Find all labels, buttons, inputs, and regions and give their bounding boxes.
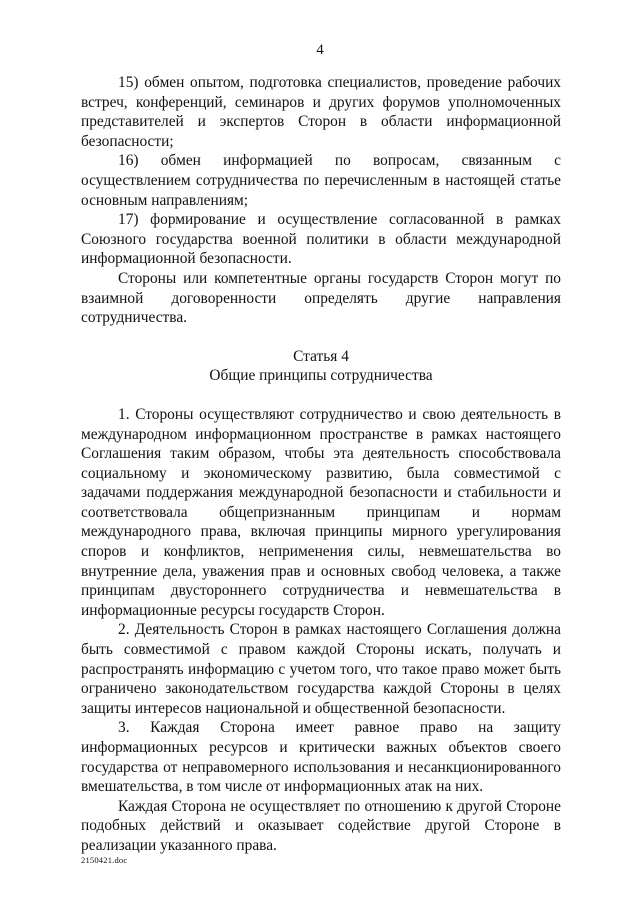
paragraph-item-16: 16) обмен информацией по вопросам, связанным с осуществлением сотрудничества по перечисленным в настоящей статье основным направлениям; <box>81 152 561 209</box>
paragraph-other-directions: Стороны или компетентные органы государств Сторон могут по взаимной договоренности определять другие направления сотрудничества. <box>81 269 561 327</box>
article-title: Общие принципы сотрудничества <box>209 367 433 385</box>
paragraph-clause-2: 2. Деятельность Сторон в рамках настоящего Соглашения должна быть совместимой с правом каждой Стороны искать, получать и распространять информацию с учетом того, что такое право может быть ограничено законодательством государства каждой Стороны в целях защиты интересов национальной и общественной безопасности. <box>81 621 561 717</box>
paragraph-clause-3: 3. Каждая Сторона имеет равное право на защиту информационных ресурсов и критически важных объектов своего государства от неправомерного использования и несанкционированного вмешательства, в том числе от информационных атак на них. <box>81 719 561 796</box>
page-number: 4 <box>316 42 324 58</box>
paragraph-item-17: 17) формирование и осуществление согласованной в рамках Союзного государства военной политики в области международной информационной безопасности. <box>81 211 561 268</box>
paragraph-clause-3-continuation: Каждая Сторона не осуществляет по отношению к другой Стороне подобных действий и оказывает содействие другой Стороне в реализации указанного права. <box>81 797 561 854</box>
paragraph-item-15: 15) обмен опытом, подготовка специалистов, проведение рабочих встреч, конференций, семинаров и других форумов уполномоченных представителей и экспертов Сторон в области информационной безопасности; <box>81 74 561 150</box>
paragraph-clause-1: 1. Стороны осуществляют сотрудничество и свою деятельность в международном информационном пространстве в рамках настоящего Соглашения таким образом, чтобы эта деятельность способствовала социальному и экономическому развитию, была совместимой с задачами поддержания международной безопасности и стабильности и соответствовала общепризнанным принципам и нормам международного права, включая принципы мирного урегулирования споров и конфликтов, неприменения силы, невмешательства во внутренние дела, уважения прав и основных свобод человека, а также принципам двустороннего сотрудничества и невмешательства в информационные ресурсы государств Сторон. <box>81 405 561 619</box>
document-body <box>81 73 561 856</box>
article-number: Статья 4 <box>293 347 349 365</box>
document-file-name: 2150421.doc <box>81 855 128 865</box>
